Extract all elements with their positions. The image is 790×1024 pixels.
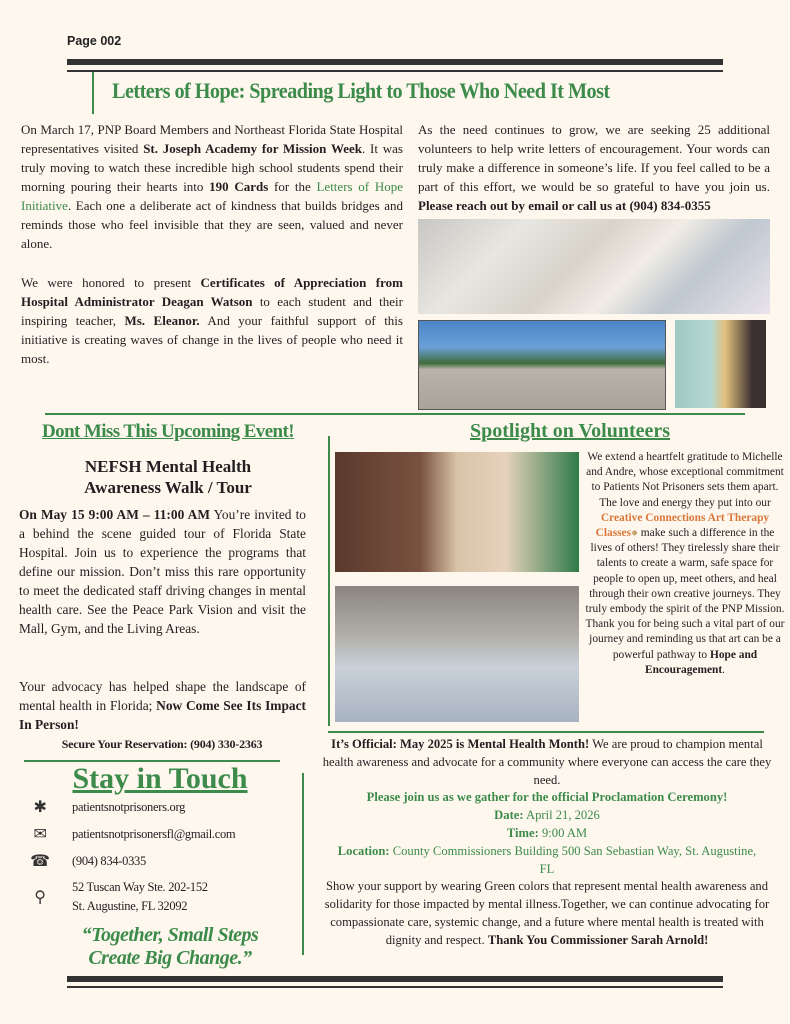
event-heading: Dont Miss This Upcoming Event! [42,421,294,442]
section-divider [45,413,745,415]
contact-email[interactable]: ✉ patientsnotprisonersfl@gmail.com [30,824,235,844]
article-title: Letters of Hope: Spreading Light to Those Who Need It Most [112,78,610,103]
location-pin-icon: ⚲ [34,889,46,906]
volunteers-divider [328,731,764,733]
initiative-name: Letters of Hope Initiative [21,179,403,213]
volunteers-heading: Spotlight on Volunteers [469,420,671,442]
mental-health-month-announcement: It’s Official: May 2025 is Mental Health Month! We are proud to champion mental health awareness and advocate for a community where everyone can access the care they need. Please join us as we gather for the official Proclamation Ceremony! Date: April 21, 2026 Time: 9:00 AM Location: County Commissioners Building 500 San Sebastian Way, St. Augustine, FL Show your support by wearing Green colors that represent mental health awareness and solidarity for those impacted by mental illness.Together, we can continue advocating for compassionate care, systemic change, and a future where mental health is treated with dignity and respect. Thank You Commissioner Sarah Arnold! [318,736,776,950]
top-rule-thick [67,59,723,65]
event-title: NEFSH Mental Health Awareness Walk / Tour [84,457,252,497]
contact-phone[interactable]: ☎ (904) 834-0335 [30,853,146,870]
academy-sign-photo [418,320,666,410]
bottom-rule-thick [67,976,723,982]
art-class-photo [335,586,579,722]
reservation-line[interactable]: Secure Your Reservation: (904) 330-2363 [61,737,263,751]
letters-paragraph-3: As the need continues to grow, we are seeking 25 additional volunteers to help write letters of encouragement. Your words can truly make a difference in someone’s life. If you feel called to be a part of this effort, we would be so grateful to have you join us. Please reach out by email or call us at (904) 834-0355 [418,122,770,213]
art-therapy-classes: Creative Connections Art Therapy Classes [595,511,770,540]
website-icon: ✱ [33,799,47,816]
bottom-rule-thin [67,986,723,988]
contact-website[interactable]: ✱ patientsnotprisoners.org [30,797,185,817]
email-icon: ✉ [33,826,47,843]
ceremony-time: Time: 9:00 AM [506,825,588,840]
top-rule-thin [67,70,723,72]
event-advocacy: Your advocacy has helped shape the landscape of mental health in Florida; Now Come See Its Impact In Person! [19,679,306,732]
column-divider-lower [302,773,304,955]
ceremony-location: Location: County Commissioners Building 500 San Sebastian Way, St. Augustine, FL [337,843,757,876]
ceremony-date: Date: April 21, 2026 [494,808,600,823]
contact-address: ⚲ 52 Tuscan Way Ste. 202-152 St. Augustine, FL 32092 [30,878,208,916]
phone-icon: ☎ [30,853,50,870]
woman-envelope-photo [675,320,766,408]
envelopes-photo [418,219,770,314]
volunteers-text: We extend a heartfelt gratitude to Michelle and Andre, whose exceptional commitment to Patients Not Prisoners sets them apart. The love and energy they put into our Creative Connections Art Therapy Classes● make such a difference in the lives of others! They tirelessly share their talents to create a warm, safe space for people to open up, meet others, and heal through their own creative journeys. They truly embody the spirit of the PNP Mission. Thank you for being such a vital part of our journey and reminding us that art can be a powerful pathway to Hope and Encouragement. [585,451,785,676]
palette-icon: ● [631,527,638,540]
volunteers-selfie-photo [335,452,579,572]
column-divider-upper [328,436,330,726]
letters-paragraph-2: We were honored to present Certificates of Appreciation from Hospital Administrator Deagan Watson to each student and their inspiring teacher, Ms. Eleanor. And your faithful support of this initiative is creating waves of change in the lives of people who need it most. [21,275,403,366]
contact-heading: Stay in Touch [72,762,248,795]
event-description: On May 15 9:00 AM – 11:00 AM You’re invited to a behind the scene guided tour of Florida State Hospital. Join us to experience the programs that define our mission. Don’t miss this rare opportunity to meet the dedicated staff driving changes in mental health care. See the Peace Park Vision and visit the Mall, Gym, and the Living Areas. [19,507,306,636]
page-number: Page 002 [67,34,122,48]
letters-paragraph-1: On March 17, PNP Board Members and Northeast Florida State Hospital representatives visited St. Joseph Academy for Mission Week. It was truly moving to watch these incredible high school students spend their morning pouring their hearts into 190 Cards for the Letters of Hope Initiative. Each one a deliberate act of kindness that builds bridges and reminds those who feel invisible that they are seen, valued and never alone. [21,122,403,251]
title-accent-bar [92,72,94,114]
closing-quote: “Together, Small Steps Create Big Change.” [81,924,259,969]
